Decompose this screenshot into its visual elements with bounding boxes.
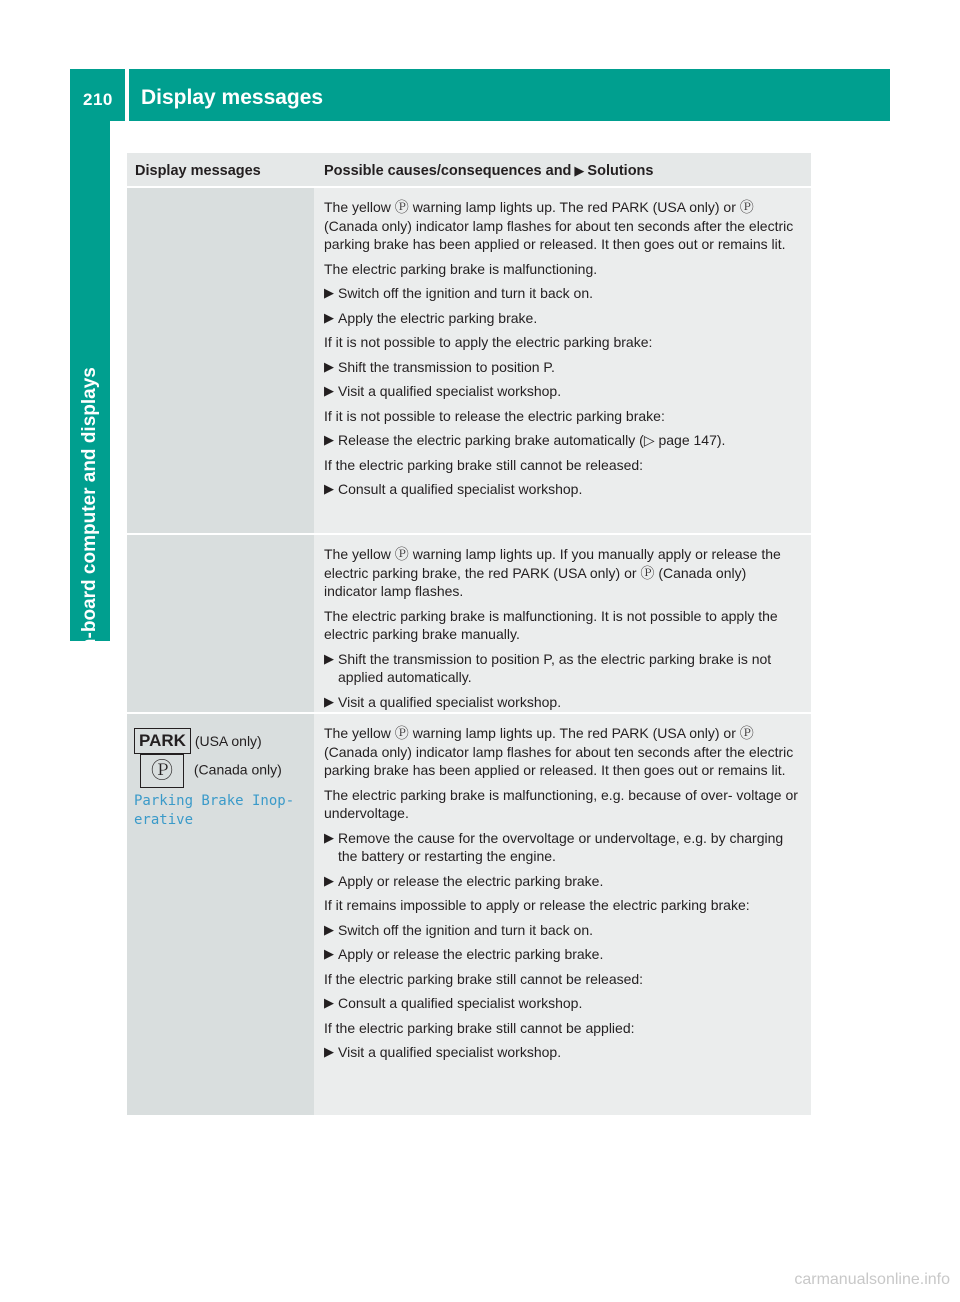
- step-text: Apply or release the electric parking brake.: [338, 872, 604, 889]
- paragraph: If it is not possible to apply the electric parking brake:: [324, 334, 653, 350]
- paragraph: The electric parking brake is malfunctioning.: [324, 260, 598, 277]
- paragraph: The electric parking brake is malfunctioning, e.g. because of over- voltage or undervoltage.: [324, 786, 798, 821]
- list-item: [324, 431, 803, 450]
- step-text: Consult a qualified specialist workshop.: [338, 481, 583, 497]
- column-header-messages: Display messages: [135, 163, 261, 179]
- column-header-solutions-after: Solutions: [587, 163, 654, 179]
- step-text: Consult a qualified specialist workshop.: [338, 995, 583, 1011]
- header-divider: [125, 69, 129, 121]
- step-arrow-icon: ▶: [324, 309, 334, 325]
- step-arrow-icon: ▶: [324, 829, 334, 845]
- step-arrow-icon: ▶: [324, 1044, 334, 1059]
- watermark: carmanualsonline.info: [794, 1271, 950, 1288]
- list-item: [324, 829, 803, 866]
- step-arrow-icon: ▶: [324, 650, 334, 666]
- chapter-title: On-board computer and displays: [79, 367, 100, 665]
- step-arrow-icon: ▶: [324, 693, 334, 709]
- step-arrow-icon: ▶: [324, 921, 334, 937]
- list-item: [324, 994, 803, 1013]
- step-arrow-icon: ▶: [324, 995, 334, 1010]
- paragraph: If it is not possible to release the electric parking brake:: [324, 407, 665, 424]
- paragraph: If it remains impossible to apply or release the electric parking brake:: [324, 897, 750, 913]
- usa-only-label: (USA only): [194, 733, 262, 749]
- display-messages-table: [127, 153, 811, 1117]
- step-arrow-icon: ▶: [324, 432, 334, 447]
- paragraph: The yellow Ⓟ warning lamp lights up. The red PARK (USA only) or Ⓟ (Canada only) indicator lamp flashes for about ten seconds after the electric parking brake has been applied or released. It then goes out or remains lit.: [324, 199, 794, 252]
- list-item: [324, 650, 803, 687]
- list-item: [324, 872, 803, 891]
- table-row: [127, 188, 811, 535]
- parking-brake-indicator-icon: Ⓟ: [140, 754, 184, 788]
- step-text: Shift the transmission to position P, as the electric parking brake is not applied automatically.: [338, 650, 772, 685]
- paragraph: If the electric parking brake still cannot be released:: [324, 970, 644, 987]
- solution-cell: [314, 188, 811, 533]
- list-item: [324, 382, 803, 401]
- paragraph: If the electric parking brake still cannot be applied:: [324, 1019, 635, 1036]
- park-indicator-icon: PARK: [134, 728, 191, 754]
- list-item: [324, 1043, 803, 1062]
- paragraph: The electric parking brake is malfunctioning. It is not possible to apply the electric parking brake manually.: [324, 607, 778, 642]
- step-text: Switch off the ignition and turn it back on.: [338, 921, 594, 938]
- step-arrow-icon: ▶: [324, 383, 334, 398]
- display-symbols: [134, 728, 308, 788]
- paragraph: The yellow Ⓟ warning lamp lights up. The red PARK (USA only) or Ⓟ (Canada only) indicator lamp flashes for about ten seconds after the electric parking brake has been applied or released. It then goes out or remains lit.: [324, 725, 794, 778]
- solution-cell: [314, 535, 811, 712]
- page-title: Display messages: [141, 86, 324, 109]
- paragraph: If the electric parking brake still cannot be released:: [324, 456, 644, 473]
- table-header: [127, 153, 811, 188]
- step-text: Visit a qualified specialist workshop.: [338, 383, 562, 399]
- step-text: Remove the cause for the overvoltage or undervoltage, e.g. by charging the battery or restarting the engine.: [338, 829, 784, 864]
- step-text: Shift the transmission to position P.: [338, 358, 555, 375]
- list-item: [324, 921, 803, 940]
- step-text: Apply or release the electric parking brake.: [338, 946, 604, 962]
- list-item: [324, 945, 803, 964]
- step-arrow-icon: ▶: [324, 285, 334, 300]
- list-item: [324, 693, 803, 712]
- solution-cell: [314, 714, 811, 1115]
- table-row: [127, 535, 811, 714]
- step-text: Visit a qualified specialist workshop.: [338, 1044, 562, 1060]
- list-item: [324, 480, 803, 499]
- table-row: [127, 714, 811, 1117]
- canada-only-label: (Canada only): [193, 761, 282, 778]
- arrow-right-icon: ▶: [574, 163, 585, 178]
- chapter-side-tab: [70, 121, 110, 665]
- message-cell: [127, 535, 314, 712]
- page-number: 210: [83, 90, 113, 109]
- step-text: Visit a qualified specialist workshop.: [338, 693, 562, 710]
- step-arrow-icon: ▶: [324, 358, 334, 374]
- column-header-solutions-text: Possible causes/consequences and: [324, 163, 572, 179]
- display-message-text: Parking Brake Inop‐ erative: [134, 793, 295, 828]
- step-text: Apply the electric parking brake.: [338, 309, 538, 326]
- list-item: [324, 358, 803, 377]
- message-cell: [127, 714, 314, 1115]
- step-text: Switch off the ignition and turn it back on.: [338, 285, 594, 301]
- column-header-solutions: [314, 153, 811, 186]
- list-item: [324, 284, 803, 303]
- message-cell: [127, 188, 314, 533]
- list-item: [324, 309, 803, 328]
- paragraph: The yellow Ⓟ warning lamp lights up. If you manually apply or release the electric parking brake, the red PARK (USA only) or Ⓟ (Canada only) indicator lamp flashes.: [324, 546, 781, 599]
- step-arrow-icon: ▶: [324, 872, 334, 888]
- page-header: [70, 69, 890, 121]
- step-arrow-icon: ▶: [324, 481, 334, 496]
- step-arrow-icon: ▶: [324, 946, 334, 961]
- step-text: Release the electric parking brake automatically (▷ page 147).: [338, 432, 726, 448]
